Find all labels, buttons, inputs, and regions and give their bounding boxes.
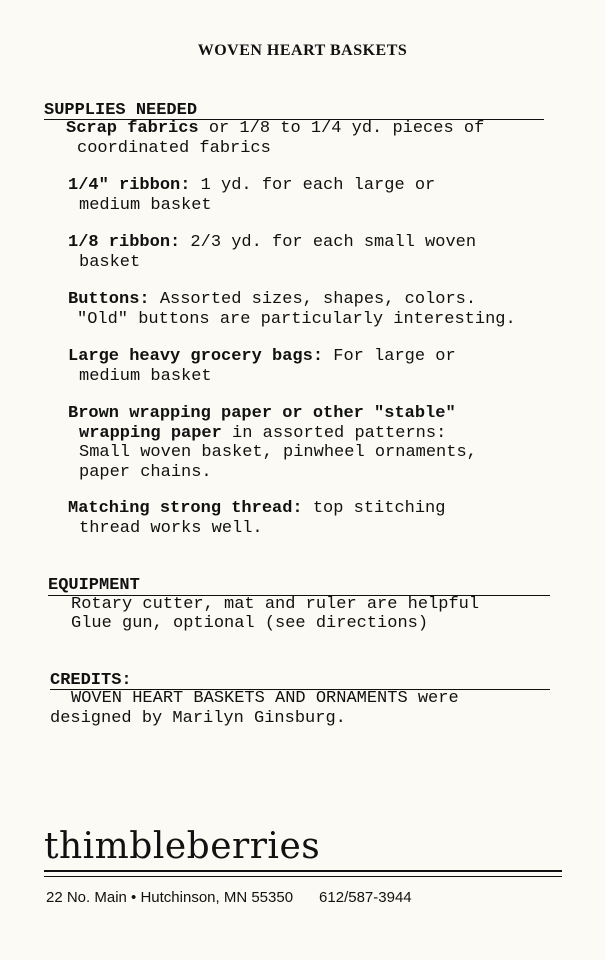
supply-item-thread: Matching strong thread: top stitching thread works well. — [68, 499, 446, 538]
equipment-heading: EQUIPMENT — [48, 576, 140, 595]
supply-item-wrapping-paper: Brown wrapping paper or other "stable" wrapping paper in assorted patterns: Small woven basket, pinwheel ornaments, paper chains. — [68, 404, 477, 482]
page-title: WOVEN HEART BASKETS — [197, 42, 408, 59]
footer-rule-bottom — [44, 876, 562, 877]
supply-item-quarter-ribbon: 1/4" ribbon: 1 yd. for each large or medium basket — [68, 176, 436, 215]
supply-item-eighth-ribbon: 1/8 ribbon: 2/3 yd. for each small woven basket — [68, 233, 477, 272]
supply-item-grocery-bags: Large heavy grocery bags: For large or medium basket — [68, 347, 456, 386]
supply-item-buttons: Buttons: Assorted sizes, shapes, colors. "Old" buttons are particularly interesting. — [68, 290, 516, 329]
credits-heading: CREDITS: — [50, 671, 132, 690]
equipment-line-1: Rotary cutter, mat and ruler are helpful — [71, 595, 480, 614]
equipment-line-2: Glue gun, optional (see directions) — [71, 614, 429, 633]
footer-address: 22 No. Main • Hutchinson, MN 55350 — [46, 889, 294, 906]
credits-line-2: designed by Marilyn Ginsburg. — [50, 709, 346, 728]
footer-rule-top — [44, 870, 562, 872]
footer-contact — [46, 889, 412, 906]
supply-item-fabrics: Scrap fabrics or 1/8 to 1/4 yd. pieces of coordinated fabrics — [66, 119, 485, 158]
credits-line-1: WOVEN HEART BASKETS AND ORNAMENTS were — [71, 689, 459, 708]
footer-phone: 612/587-3944 — [319, 889, 412, 906]
brand-logo-text: thimbleberries — [44, 826, 321, 867]
supplies-heading: SUPPLIES NEEDED — [44, 101, 198, 120]
